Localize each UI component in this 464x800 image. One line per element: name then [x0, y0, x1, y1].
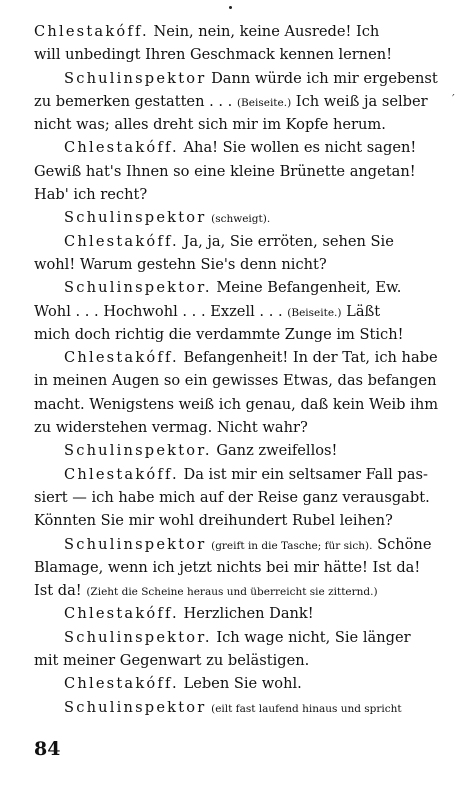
line-text: Nein, nein, keine Ausrede! Ich [153, 23, 380, 40]
speaker-name: Chlestakóff. [64, 465, 179, 483]
line-text: Leben Sie wohl. [183, 675, 302, 693]
text-line [34, 90, 444, 113]
text-line [34, 20, 444, 43]
speaker-name: Chlestakóff. [64, 675, 179, 693]
text-line [34, 206, 444, 229]
speaker-name: Schulinspektor. [64, 442, 212, 460]
line-text: Läßt [341, 302, 381, 320]
line-text: Da ist mir ein seltsamer Fall pas- [183, 465, 428, 483]
text-line [34, 649, 444, 672]
speaker-name: Schulinspektor [64, 69, 207, 87]
text-line [34, 43, 444, 66]
speaker-name: Schulinspektor. [64, 279, 212, 297]
speaker-name: Chlestakóff. [64, 232, 179, 250]
text-line [34, 602, 444, 625]
line-text: Ich weiß ja selber [291, 92, 428, 110]
speaker-name: Schulinspektor [64, 698, 207, 716]
speaker-name: Chlestakóff. [64, 605, 179, 623]
line-text: mich doch richtig die verdammte Zunge im Stich! [34, 325, 404, 343]
line-text: wohl! Warum gestehn Sie's denn nicht? [34, 255, 327, 273]
ink-dot [229, 6, 232, 9]
line-text: in meinen Augen so ein gewisses Etwas, das befangen [34, 372, 437, 390]
line-text: Hab' ich recht? [34, 186, 148, 204]
speaker-name: Schulinspektor. [64, 628, 212, 646]
stage-direction: (eilt fast laufend hinaus und spricht [211, 702, 402, 715]
text-line [34, 136, 444, 159]
text-line [34, 626, 444, 649]
text-line [34, 533, 444, 556]
line-text: siert — ich habe mich auf der Reise ganz verausgabt. [34, 488, 430, 506]
text-line [34, 416, 444, 439]
line-text: macht. Wenigstens weiß ich genau, daß kein Weib ihm [34, 395, 439, 413]
line-text: nicht was; alles dreht sich mir im Kopfe herum. [34, 116, 386, 134]
line-text: Könnten Sie mir wohl dreihundert Rubel leihen? [34, 512, 393, 530]
line-text: Ich wage nicht, Sie länger [216, 628, 411, 646]
line-text: Ganz zweifellos! [216, 442, 338, 460]
line-text: Befangenheit! In der Tat, ich habe [183, 349, 438, 367]
text-line [34, 67, 444, 90]
line-text: zu widerstehen vermag. Nicht wahr? [34, 419, 308, 437]
text-line [34, 253, 444, 276]
text-line [34, 672, 444, 695]
speaker-name: Chlestakóff. [34, 23, 149, 40]
text-line [34, 486, 444, 509]
text-line [34, 393, 444, 416]
stage-direction: (schweigt). [211, 213, 271, 226]
line-text: Gewiß hat's Ihnen so eine kleine Brünette angetan! [34, 162, 416, 180]
line-text: Schöne [372, 535, 432, 553]
text-line [34, 276, 444, 299]
stage-direction: (Beiseite.) [287, 306, 342, 319]
speaker-name: Schulinspektor [64, 209, 207, 227]
stage-direction: (greift in die Tasche; für sich). [211, 539, 373, 552]
line-text: Herzlichen Dank! [183, 605, 314, 623]
text-line [34, 463, 444, 486]
speaker-name: Chlestakóff. [64, 139, 179, 157]
text-line [34, 579, 444, 602]
line-text: Ja, ja, Sie erröten, sehen Sie [183, 232, 394, 250]
text-line [34, 323, 444, 346]
text-line [34, 300, 444, 323]
stage-direction: (Zieht die Scheine heraus und überreicht sie zitternd.) [86, 586, 378, 599]
line-text: Aha! Sie wollen es nicht sagen! [183, 139, 417, 157]
page-number: 84 [34, 738, 61, 760]
text-line [34, 160, 444, 183]
line-text: zu bemerken gestatten . . . [34, 92, 237, 110]
text-line [34, 369, 444, 392]
text-line [34, 230, 444, 253]
margin-mark: ′ [452, 92, 455, 106]
text-line [34, 346, 444, 369]
text-line [34, 509, 444, 532]
line-text: Dann würde ich mir ergebenst [211, 69, 438, 87]
stage-direction: (Beiseite.) [236, 96, 292, 109]
speaker-name: Chlestakóff. [64, 349, 179, 367]
line-text: Wohl . . . Hochwohl . . . Exzell . . . [34, 302, 288, 320]
line-text: will unbedingt Ihren Geschmack kennen lernen! [34, 46, 393, 64]
text-line [34, 696, 444, 719]
dialogue-text [34, 20, 444, 719]
text-line [34, 183, 444, 206]
line-text: Blamage, wenn ich jetzt nichts bei mir hätte! Ist da! [34, 558, 421, 576]
text-line [34, 556, 444, 579]
line-text: Meine Befangenheit, Ew. [216, 279, 402, 297]
speaker-name: Schulinspektor [64, 535, 207, 553]
text-line [34, 113, 444, 136]
line-text: Ist da! [34, 582, 87, 600]
line-text: mit meiner Gegenwart zu belästigen. [34, 652, 310, 670]
text-line [34, 439, 444, 462]
